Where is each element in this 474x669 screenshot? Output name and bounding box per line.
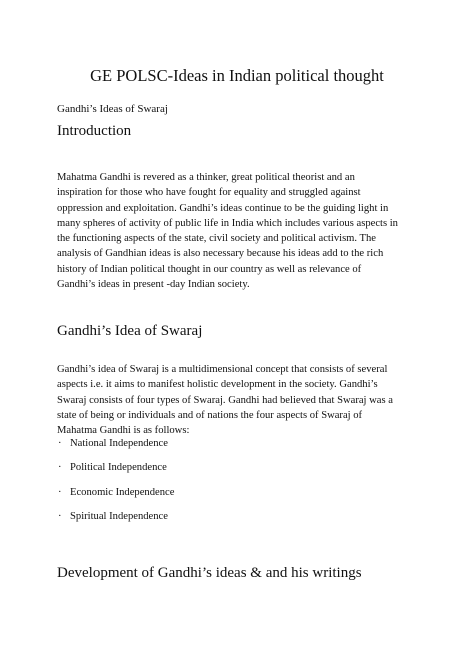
paragraph-line: aspects i.e. it aims to manifest holistic development in the society. Gandhi’s <box>57 379 378 391</box>
section-heading-swaraj: Gandhi’s Idea of Swaraj <box>57 323 203 339</box>
paragraph-line: Mahatma Gandhi is revered as a thinker, great political theorist and an <box>57 172 355 183</box>
bullet-icon: · <box>58 510 62 522</box>
paragraph-line: state of being or individuals and of nations the four aspects of Swaraj of <box>57 409 363 421</box>
list-item-text: National Independence <box>70 438 168 449</box>
section-heading-development: Development of Gandhi’s ideas & and his writings <box>57 565 362 581</box>
swaraj-paragraph <box>57 362 419 438</box>
paragraph-line: history of Indian political thought in our country as well as relevance of <box>57 263 362 275</box>
paragraph-line: analysis of Gandhian ideas is also necessary because his ideas add to the rich <box>57 248 384 260</box>
bullet-icon: · <box>58 438 62 449</box>
list-item-text: Spiritual Independence <box>70 510 168 522</box>
list-item-text: Economic Independence <box>70 486 175 498</box>
paragraph-line: the functioning aspects of the state, civil society and political activism. The <box>57 233 377 244</box>
list-item-text: Political Independence <box>70 462 167 474</box>
paragraph-line: oppression and exploitation. Gandhi’s ideas continue to be the guiding light in <box>57 202 389 214</box>
bullet-icon: · <box>58 486 62 498</box>
document-title: GE POLSC-Ideas in Indian political thought <box>90 66 384 85</box>
paragraph-line: inspiration for those who have fought for equality and struggled against <box>57 187 361 199</box>
paragraph-line: Gandhi’s ideas in present -day Indian society. <box>57 278 250 290</box>
paragraph-line: many spheres of activity of public life in India which includes various aspects in <box>57 217 398 229</box>
paragraph-line: Mahatma Gandhi is as follows: <box>57 425 190 436</box>
document-subtitle: Gandhi’s Ideas of Swaraj <box>57 103 168 115</box>
bullet-icon: · <box>58 462 62 474</box>
paragraph-line: Swaraj consists of four types of Swaraj. Gandhi had believed that Swaraj was a <box>57 394 393 406</box>
introduction-paragraph <box>57 170 419 292</box>
paragraph-line: Gandhi’s idea of Swaraj is a multidimensional concept that consists of several <box>57 364 388 375</box>
section-heading-introduction: Introduction <box>57 123 132 139</box>
